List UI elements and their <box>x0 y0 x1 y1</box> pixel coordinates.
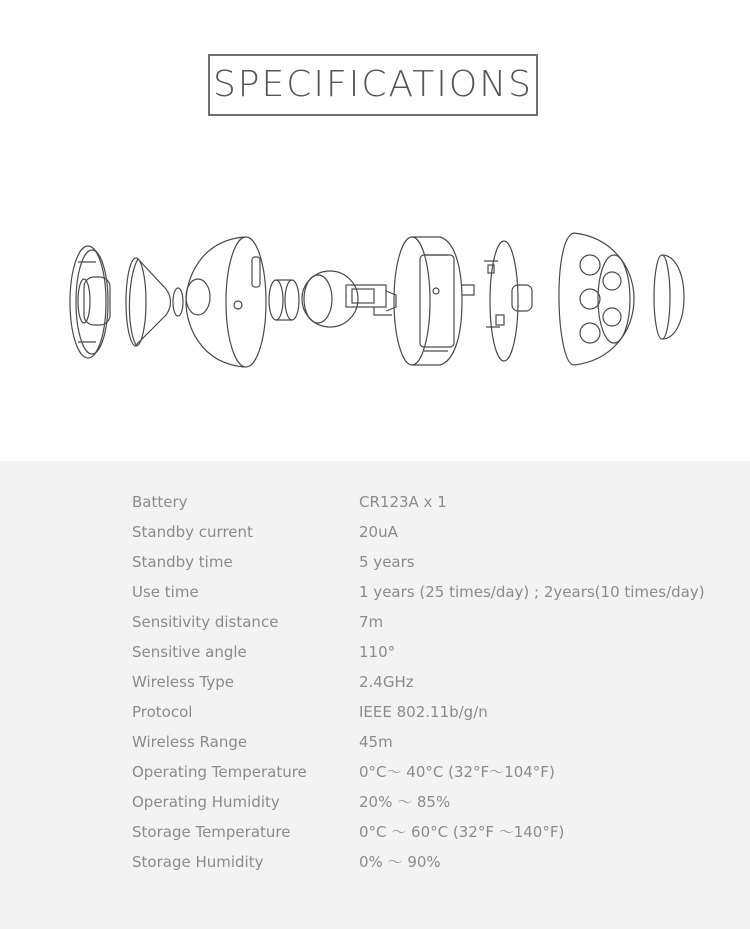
pivot-cylinder-part <box>269 280 299 320</box>
spec-label: Storage Temperature <box>132 823 291 841</box>
spec-row <box>0 577 750 607</box>
spec-row <box>0 547 750 577</box>
spec-row <box>0 757 750 787</box>
spec-row <box>0 517 750 547</box>
spec-value: 20uA <box>359 523 398 541</box>
spec-value: 0% ～ 90% <box>359 853 441 871</box>
spec-value: 1 years (25 times/day) ; 2years(10 times/day) <box>359 583 705 601</box>
title-frame <box>208 54 538 116</box>
exploded-view-diagram <box>0 215 750 385</box>
spec-label: Wireless Type <box>132 673 234 691</box>
spec-row <box>0 667 750 697</box>
dome-shell-part <box>186 237 266 367</box>
spec-label: Sensitivity distance <box>132 613 279 631</box>
main-housing-part <box>394 237 474 365</box>
mount-base-part <box>70 246 110 358</box>
spec-value: 2.4GHz <box>359 673 414 691</box>
spec-label: Sensitive angle <box>132 643 247 661</box>
cone-cap-part <box>126 258 183 346</box>
spec-row <box>0 697 750 727</box>
spec-row <box>0 637 750 667</box>
spec-label: Operating Humidity <box>132 793 280 811</box>
spec-value: 45m <box>359 733 393 751</box>
spec-row <box>0 487 750 517</box>
spec-label: Operating Temperature <box>132 763 307 781</box>
header-section <box>0 0 750 461</box>
front-cover-part <box>654 255 684 339</box>
spec-label: Standby time <box>132 553 233 571</box>
page-title: SPECIFICATIONS <box>212 64 534 105</box>
spec-value: 0°C ～ 60°C (32°F ～140°F) <box>359 823 565 841</box>
spec-label: Battery <box>132 493 188 511</box>
spec-row <box>0 787 750 817</box>
spec-label: Use time <box>132 583 199 601</box>
spec-value: 20% ～ 85% <box>359 793 451 811</box>
spec-table <box>0 461 750 929</box>
spec-value: 110° <box>359 643 396 661</box>
spec-value: IEEE 802.11b/g/n <box>359 703 488 721</box>
fresnel-lens-part <box>559 233 634 365</box>
spec-label: Standby current <box>132 523 253 541</box>
spec-label: Storage Humidity <box>132 853 264 871</box>
spec-label: Protocol <box>132 703 193 721</box>
spec-value: CR123A x 1 <box>359 493 447 511</box>
spec-row <box>0 847 750 877</box>
spec-row <box>0 727 750 757</box>
ball-joint-part <box>302 271 396 327</box>
spec-value: 5 years <box>359 553 415 571</box>
spec-row <box>0 817 750 847</box>
spec-value: 7m <box>359 613 384 631</box>
circuit-board-part <box>484 241 532 361</box>
spec-label: Wireless Range <box>132 733 248 751</box>
spec-value: 0°C～ 40°C (32°F～104°F) <box>359 763 555 781</box>
spec-row <box>0 607 750 637</box>
